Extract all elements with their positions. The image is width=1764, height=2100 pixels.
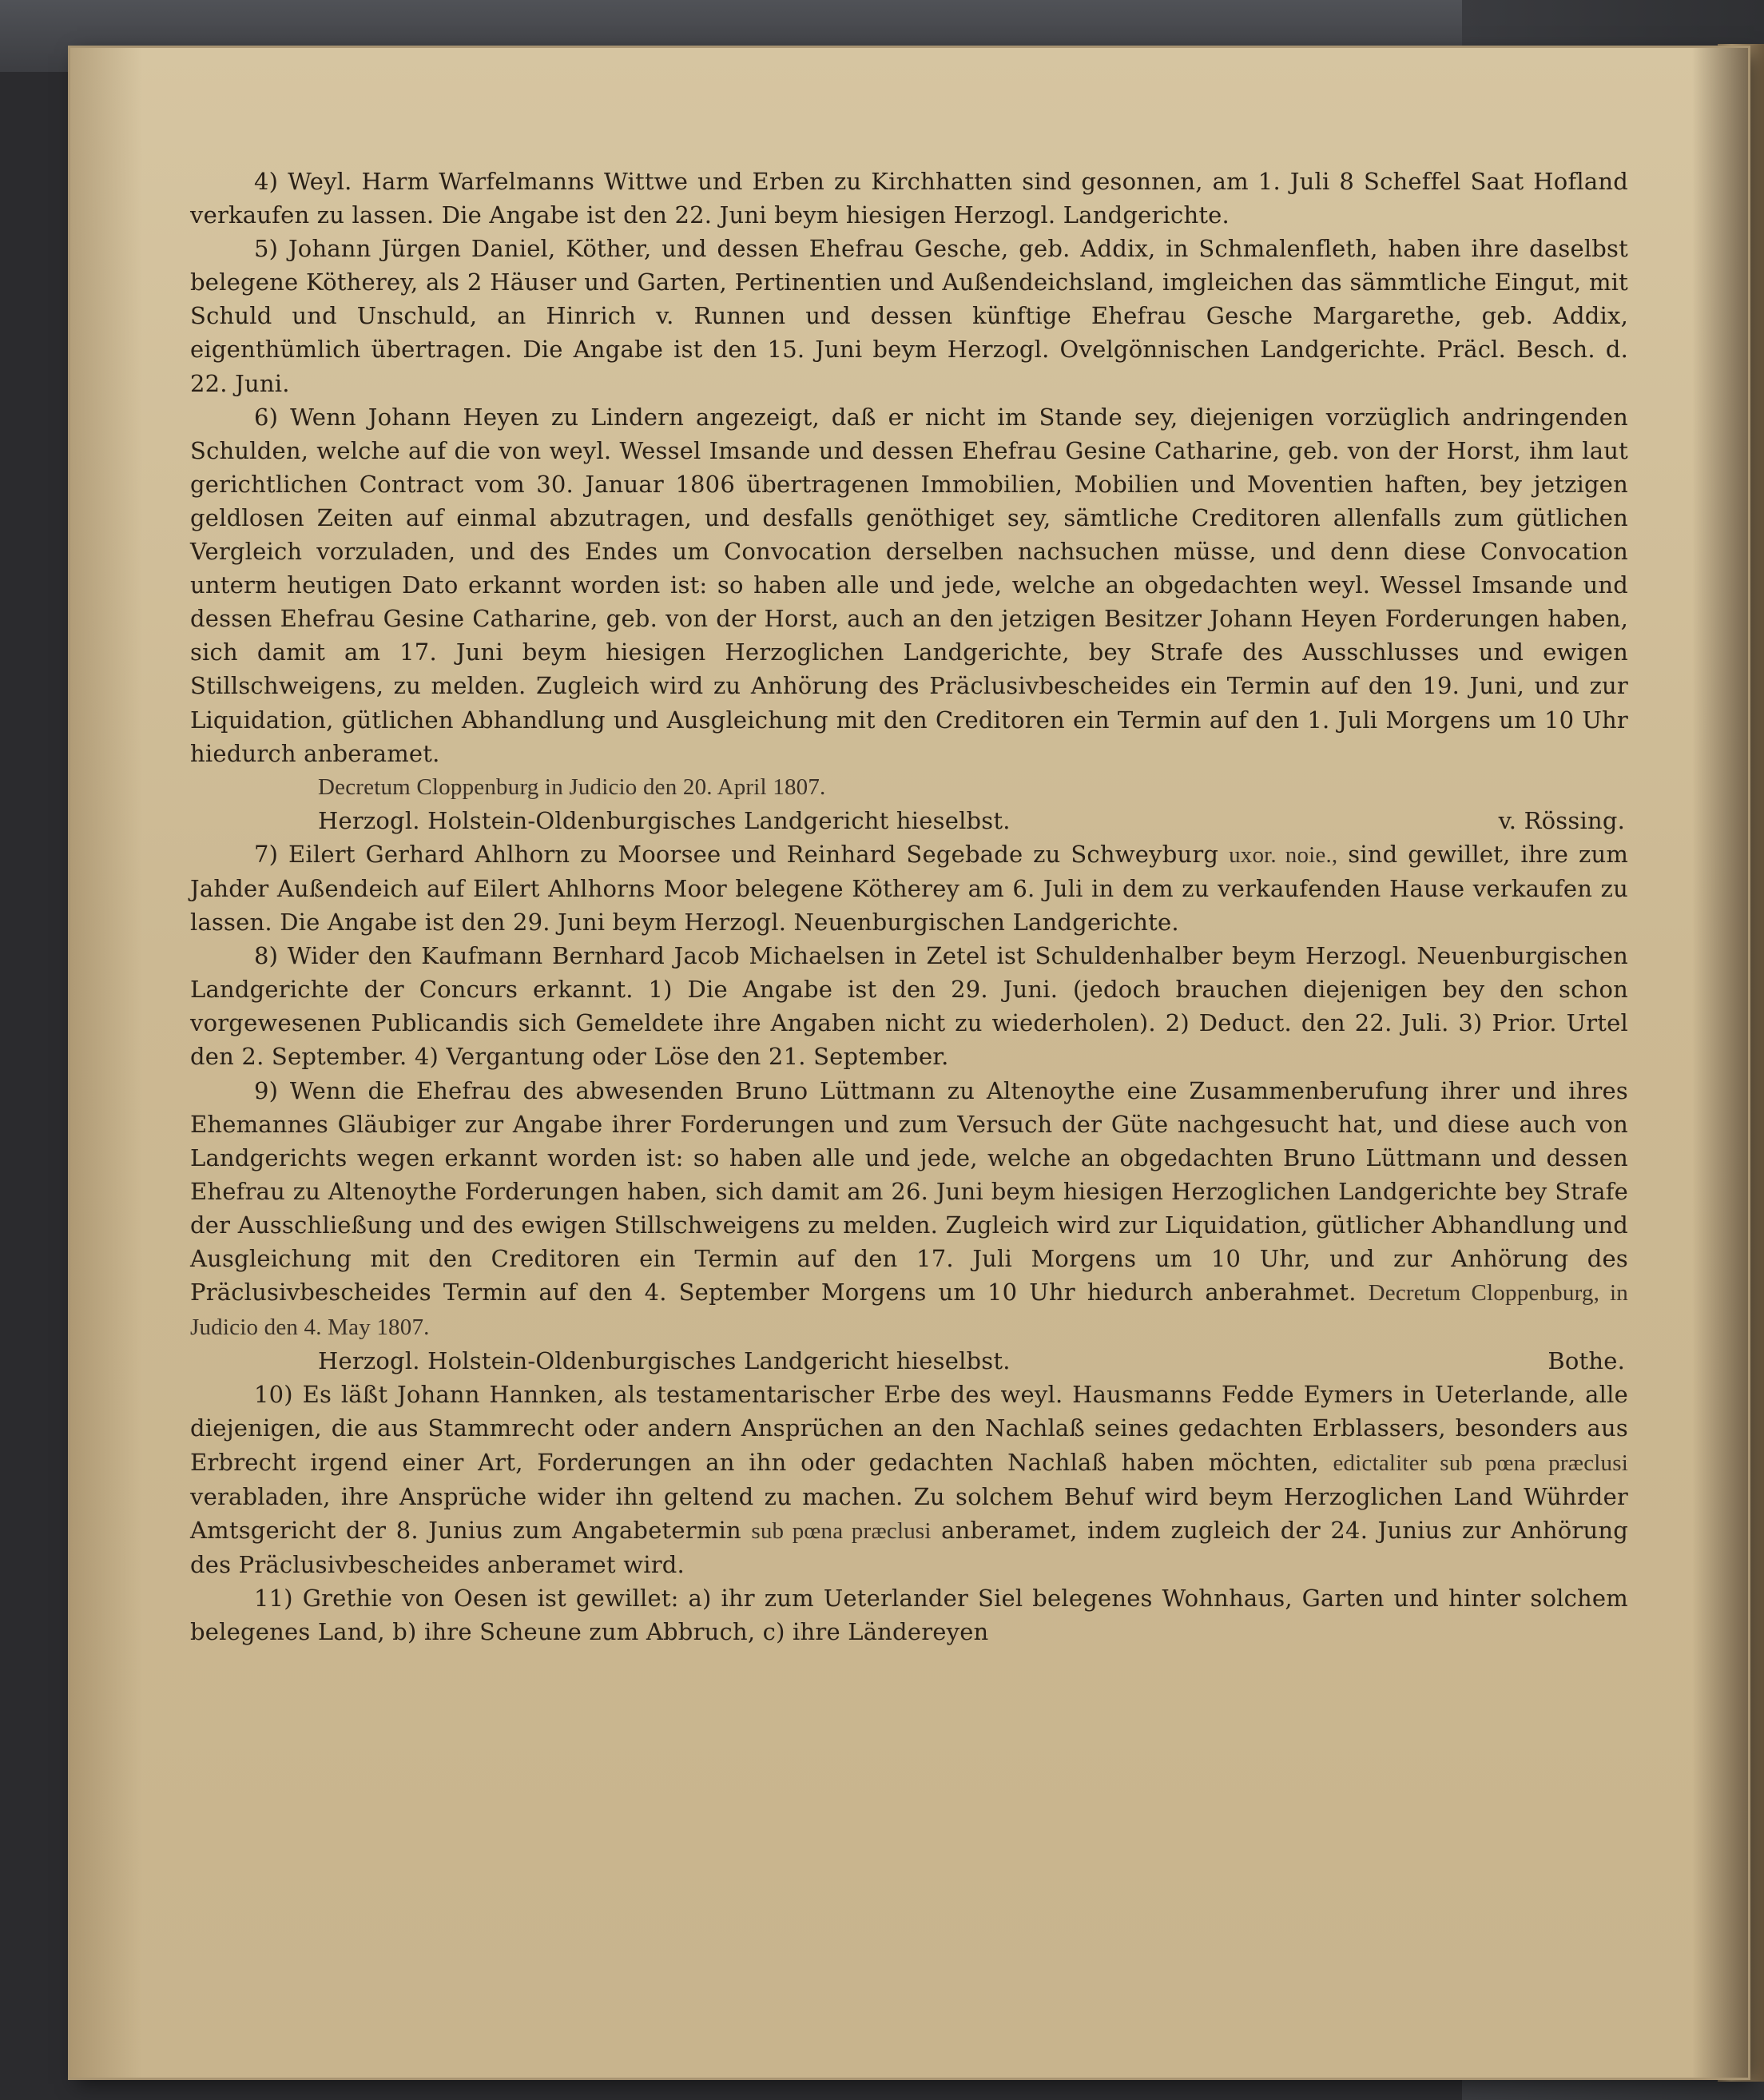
paragraph-8: 8) Wider den Kaufmann Bernhard Jacob Michaelsen in Zetel ist Schuldenhalber beym Herzogl. Neuenburgischen Landgerichte der Concurs erkannt. 1) Die Angabe ist den 29. Juni. (jedoch brauchen diejenigen bey den schon vorgewesenen Publicandis sich Gemeldete ihre Angaben nicht zu wiederholen). 2) Deduct. den 22. Juli. 3) Prior. Urtel den 2. September. 4) Vergantung oder Löse den 21. September. (190, 942, 1628, 1071)
paragraph-7-rest: sind gewillet, ihre zum Jahder Außendeich auf Eilert Ahlhorns Moor belegene Kötherey am 6. Juli in dem zu verkaufenden Hause verkaufen zu lassen. Die Angabe ist den 29. Juni beym Herzogl. Neuenburgischen Landgerichte. (190, 840, 1629, 937)
paragraph-10-rest: anberamet, indem zugleich der 24. Junius zur Anhörung des Präclusivbescheides anberamet wird. (190, 1516, 1629, 1578)
paragraph-4: 4) Weyl. Harm Warfelmanns Wittwe und Erben zu Kirchhatten sind gesonnen, am 1. Juli 8 Scheffel Saat Hofland verkaufen zu lassen. Die Angabe ist den 22. Juni beym hiesigen Herzogl. Landgerichte. (190, 168, 1628, 229)
paragraph-7-latin: uxor. noie., (1229, 841, 1338, 868)
paragraph-10-main: 10) Es läßt Johann Hannken, als testamentarischer Erbe des weyl. Hausmanns Fedde Eymers in Ueterlande, alle diejenigen, die aus Stammrecht oder andern Ansprüchen an den Nachlaß seines gedachten Erblassers, besonders aus Erbrecht irgend einer Art, Forderungen an ihn oder gedachten Nachlaß haben möchten, (190, 1381, 1628, 1476)
paragraph-7-main: 7) Eilert Gerhard Ahlhorn zu Moorsee und Reinhard Segebade zu Schweyburg (254, 840, 1219, 868)
paragraph-10-latin: edictaliter sub pœna præclusi (1333, 1450, 1628, 1476)
page-text (190, 165, 1628, 1649)
paragraph-6: 6) Wenn Johann Heyen zu Lindern angezeigt, daß er nicht im Stande sey, diejenigen vorzüglich andringenden Schulden, welche auf die von weyl. Wessel Imsande und dessen Ehefrau Gesine Catharine, geb. von der Horst, ihm laut gerichtlichen Contract vom 30. Januar 1806 übertragenen Immobilien, Mobilien und Moventien haften, bey jetzigen geldlosen Zeiten auf einmal abzutragen, und desfalls genöthiget sey, sämtliche Creditoren allenfalls zum gütlichen Vergleich vorzuladen, und des Endes um Convocation derselben nachsuchen müsse, und denn diese Convocation unterm heutigen Dato erkannt worden ist: so haben alle und jede, welche an obgedachten weyl. Wessel Imsande und dessen Ehefrau Gesine Catharine, geb. von der Horst, auch an den jetzigen Besitzer Johann Heyen Forderungen haben, sich damit am 17. Juni beym hiesigen Herzoglichen Landgerichte, bey Strafe des Ausschlusses und ewigen Stillschweigens, zu melden. Zugleich wird zu Anhörung des Präclusivbescheides ein Termin auf den 19. Juni, und zur Liquidation, gütlichen Abhandlung und Ausgleichung mit den Creditoren ein Termin auf den 1. Juli Morgens um 10 Uhr hiedurch anberamet. (190, 403, 1628, 767)
paragraph-7 (190, 837, 1628, 939)
paragraph-9-main: 9) Wenn die Ehefrau des abwesenden Bruno Lüttmann zu Altenoythe eine Zusammenberufung ihrer und ihres Ehemannes Gläubiger zur Angabe ihrer Forderungen und zum Versuch der Güte nachgesucht hat, und diese auch von Landgerichts wegen erkannt worden ist: so haben alle und jede, welche an obgedachten Bruno Lüttmann und dessen Ehefrau zu Altenoythe Forderungen haben, sich damit am 26. Juni beym hiesigen Herzoglichen Landgerichte bey Strafe der Ausschließung und des ewigen Stillschweigens zu melden. Zugleich wird zur Liquidation, gütlicher Abhandlung und Ausgleichung mit den Creditoren ein Termin auf den 17. Juli Morgens um 10 Uhr, und zur Anhörung des Präclusivbescheides Termin auf den 4. September Morgens um 10 Uhr hiedurch anberahmet. (190, 1076, 1628, 1307)
signature-2: Bothe. (1547, 1347, 1625, 1375)
paragraph-10-latin-2: sub pœna præclusi (751, 1517, 932, 1544)
decree-line-2: Decretum Cloppenburg, in Judicio den 4. May 1807. (190, 1280, 1628, 1341)
paragraph-5: 5) Johann Jürgen Daniel, Köther, und dessen Ehefrau Gesche, geb. Addix, in Schmalenfleth, haben ihre daselbst belegene Kötherey, als 2 Häuser und Garten, Pertinentien und Außendeichsland, imgleichen das sämmtliche Eingut, mit Schuld und Unschuld, an Hinrich v. Runnen und dessen künftige Ehefrau Gesche Margarethe, geb. Addix, eigenthümlich übertragen. Die Angabe ist den 15. Juni beym Herzogl. Ovelgönnischen Landgerichte. Präcl. Besch. d. 22. Juni. (190, 235, 1628, 397)
paragraph-11: 11) Grethie von Oesen ist gewillet: a) ihr zum Ueterlander Siel belegenes Wohnhaus, Garten und hinter solchem belegenes Land, b) ihre Scheune zum Abbruch, c) ihre Ländereyen (190, 1584, 1628, 1646)
paragraph-10 (190, 1378, 1628, 1581)
signature-1: v. Rössing. (1498, 806, 1625, 834)
court-line-2 (190, 1344, 1628, 1378)
decree-line-1: Decretum Cloppenburg in Judicio den 20. April 1807. (318, 774, 826, 800)
court-line-1 (190, 804, 1628, 837)
paragraph-10-mid: verabladen, ihre Ansprüche wider ihn geltend zu machen. Zu solchem Behuf wird beym Herzoglichen Land Wührder Amtsgericht der 8. Junius zum Angabetermin (190, 1482, 1628, 1544)
court-name-1: Herzogl. Holstein-Oldenburgisches Landgericht hieselbst. (318, 806, 1011, 834)
court-name-2: Herzogl. Holstein-Oldenburgisches Landgericht hieselbst. (318, 1347, 1011, 1375)
paragraph-9 (190, 1074, 1628, 1345)
